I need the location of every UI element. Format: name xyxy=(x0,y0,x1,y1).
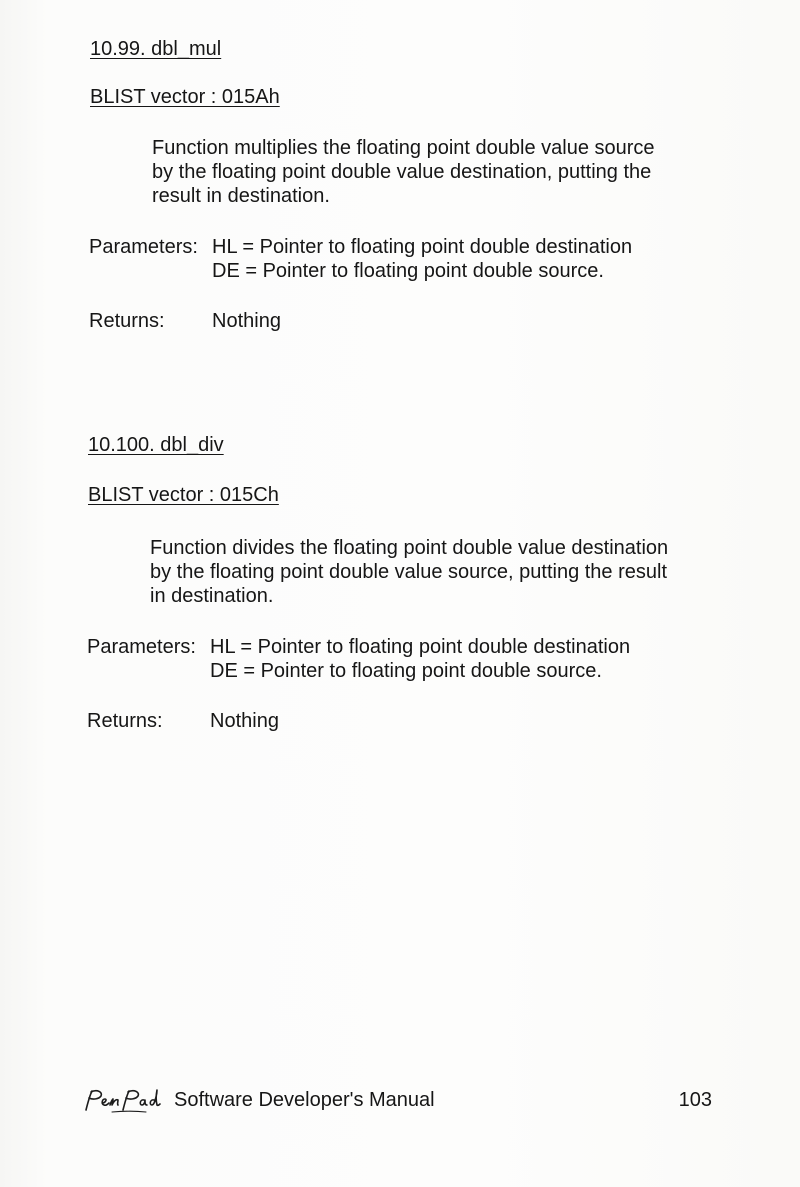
page-number: 103 xyxy=(678,1089,712,1111)
parameters-label: Parameters: xyxy=(89,236,198,258)
parameters-dbl-mul xyxy=(89,235,633,282)
description-dbl-mul xyxy=(152,136,655,208)
returns-value: Nothing xyxy=(210,710,279,732)
parameter-de: DE = Pointer to floating point double source. xyxy=(210,660,602,682)
description-line: Function multiplies the floating point double value source xyxy=(152,137,655,159)
footer-manual-title: Software Developer's Manual xyxy=(174,1089,435,1111)
returns-label: Returns: xyxy=(87,710,163,732)
description-dbl-div xyxy=(150,536,668,608)
description-line: by the floating point double value source, putting the result xyxy=(150,561,668,583)
description-line: in destination. xyxy=(150,585,274,607)
page-footer xyxy=(82,1086,712,1116)
description-line: result in destination. xyxy=(152,185,330,207)
description-line: by the floating point double value destination, putting the xyxy=(152,161,652,183)
parameter-hl: HL = Pointer to floating point double destination xyxy=(210,636,631,658)
description-line: Function divides the floating point double value destination xyxy=(150,537,669,559)
penpad-logo-icon xyxy=(82,1086,168,1116)
section-heading-dbl-div: 10.100. dbl_div xyxy=(88,434,224,456)
returns-dbl-mul xyxy=(89,309,281,333)
section-heading-dbl-mul: 10.99. dbl_mul xyxy=(90,38,222,60)
parameters-label: Parameters: xyxy=(87,636,196,658)
parameter-de: DE = Pointer to floating point double source. xyxy=(212,260,604,282)
blist-vector-dbl-mul: BLIST vector : 015Ah xyxy=(90,86,280,108)
parameter-hl: HL = Pointer to floating point double destination xyxy=(212,236,633,258)
returns-label: Returns: xyxy=(89,310,165,332)
parameters-dbl-div xyxy=(87,635,631,682)
returns-value: Nothing xyxy=(212,310,281,332)
blist-vector-dbl-div: BLIST vector : 015Ch xyxy=(88,484,279,506)
returns-dbl-div xyxy=(87,709,279,733)
